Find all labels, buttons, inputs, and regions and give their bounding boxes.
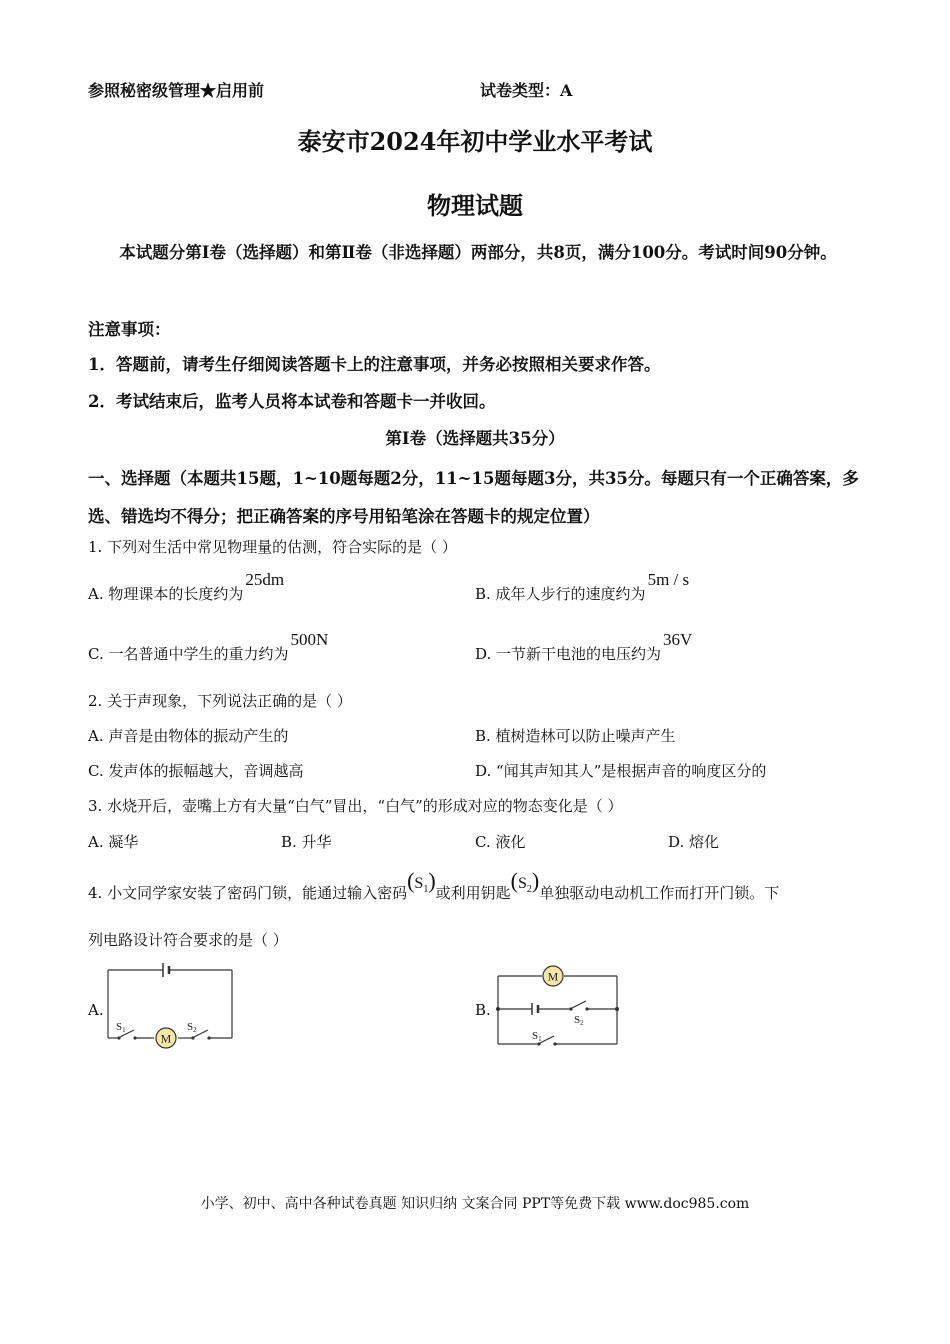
q2-stem: 2. 关于声现象，下列说法正确的是（ ） <box>88 692 352 710</box>
circuit-diagram-b <box>490 962 625 1050</box>
confidential-label: 参照秘密级管理★启用前 <box>88 81 265 100</box>
q1-a-value: 25dm <box>245 570 285 589</box>
q2-option-c: C. 发声体的振幅越大，音调越高 <box>88 762 304 780</box>
exam-title: 泰安市2024年初中学业水平考试 <box>297 127 653 156</box>
circuit-diagram-a <box>100 958 240 1053</box>
q2-option-a: A. 声音是由物体的振动产生的 <box>88 727 289 745</box>
exam-intro: 本试题分第Ⅰ卷（选择题）和第Ⅱ卷（非选择题）两部分，共8页，满分100分。考试时间90分钟。 <box>119 243 837 262</box>
q3-option-d: D. 熔化 <box>668 833 720 851</box>
section-instructions: 一、选择题（本题共15题，1~10题每题2分，11~15题每题3分，共35分。每题只有一个正确答案，多选、错选均不得分；把正确答案的序号用铅笔涂在答题卡的规定位置） <box>88 469 859 526</box>
switch-s1-label: S1 <box>532 1030 542 1043</box>
q4-stem-line1: 4. 小文同学家安装了密码门锁，能通过输入密码$(S_1)$或利用钥匙$(S_2)$单独驱动电动机工作而打开门锁。下 <box>88 868 780 902</box>
q1-option-a: A. 物理课本的长度约为25dm <box>88 570 285 603</box>
q1-d-value: 36V <box>663 630 693 649</box>
q4-option-b-label: B. <box>475 1001 491 1019</box>
q4-stem-line2: 列电路设计符合要求的是（ ） <box>88 931 288 949</box>
motor-label: M <box>160 1031 172 1046</box>
q3-option-a: A. 凝华 <box>88 833 139 851</box>
note-item: 1．答题前，请考生仔细阅读答题卡上的注意事项，并务必按照相关要求作答。 <box>88 355 661 374</box>
switch-s1-label: S1 <box>116 1021 126 1034</box>
q1-option-c: C. 一名普通中学生的重力约为500N <box>88 630 329 663</box>
exam-subtitle: 物理试题 <box>427 191 523 220</box>
notes-heading: 注意事项： <box>88 320 171 339</box>
switch-s2-label: S2 <box>187 1021 197 1034</box>
note-item: 2．考试结束后，监考人员将本试卷和答题卡一并收回。 <box>88 392 496 411</box>
q2-option-d: D. “闻其声知其人”是根据声音的响度区分的 <box>475 762 767 780</box>
paper-type-label: 试卷类型：A <box>480 81 573 100</box>
switch-s2-label: S2 <box>574 1014 584 1027</box>
q1-c-value: 500N <box>290 630 329 649</box>
q1-option-d: D. 一节新干电池的电压约为36V <box>475 630 693 663</box>
q3-option-b: B. 升华 <box>281 833 332 851</box>
q1-option-b: B. 成年人步行的速度约为5m / s <box>475 570 690 603</box>
q3-stem: 3. 水烧开后，壶嘴上方有大量“白气”冒出，“白气”的形成对应的物态变化是（ ） <box>88 797 623 815</box>
page-footer: 小学、初中、高中各种试卷真题 知识归纳 文案合同 PPT等免费下载 www.doc985.com <box>200 1196 750 1212</box>
q3-option-c: C. 液化 <box>475 833 526 851</box>
q4-option-a-label: A. <box>88 1001 104 1019</box>
part1-heading: 第Ⅰ卷（选择题共35分） <box>385 429 565 448</box>
motor-label: M <box>547 969 559 984</box>
q1-b-value: 5m / s <box>647 570 690 589</box>
q4-s2-symbol: $S_2$ <box>518 875 532 896</box>
q2-option-b: B. 植树造林可以防止噪声产生 <box>475 727 676 745</box>
q4-s1-symbol: $S_1$ <box>414 875 429 896</box>
q1-stem: 1. 下列对生活中常见物理量的估测，符合实际的是（ ） <box>88 538 457 556</box>
